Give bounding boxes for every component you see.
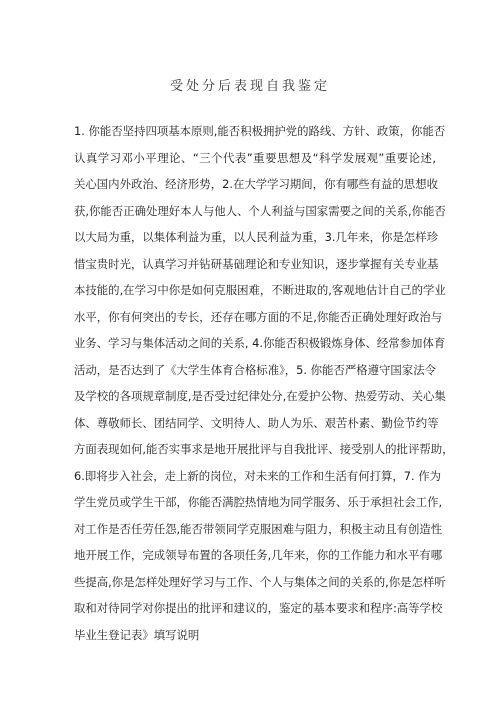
body-line: 学生党员或学生干部，你能否满腔热情地为同学服务、乐于承担社会工作,	[74, 495, 443, 509]
body-line: 获,你能否正确处理好本人与他人、个人利益与国家需要之间的关系,你能否	[74, 203, 446, 218]
body-line: 地开展工作，完成领导布置的各项任务,几年来，你的工作能力和水平有哪	[74, 548, 443, 562]
body-line: 认真学习邓小平理论、“三个代表”重要思想及“科学发展观”重要论述,	[74, 150, 436, 165]
body-line: 6.即将步入社会，走上新的岗位，对未来的工作和生活有何打算，7. 作为	[74, 468, 442, 483]
body-line: 关心国内外政治、经济形势，2.在大学学习期间，你有哪些有益的思想收	[74, 177, 438, 191]
body-line: 本技能的,在学习中你是如何克服困难，不断进取的,客观地估计自己的学业	[74, 283, 446, 297]
body-line: 惜宝贵时光，认真学习并钻研基础理论和专业知识，逐步掌握有关专业基	[74, 256, 439, 271]
body-line: 及学校的各项规章制度,是否受过纪律处分,在爱护公物、热爱劳动、关心集	[74, 389, 446, 403]
body-line-last: 毕业生登记表》填写说明	[74, 627, 200, 642]
body-line: 些提高,你是怎样处理好学习与工作、个人与集体之间的关系的,你是怎样听	[74, 574, 446, 589]
document-title: 受处分后表现自我鉴定	[169, 79, 330, 94]
body-line: 取和对待同学对你提出的批评和建议的，鉴定的基本要求和程序:高等学校	[74, 601, 443, 615]
body-line: 方面表现如何,能否实事求是地开展批评与自我批评、接受别人的批评帮助，	[74, 442, 454, 456]
document-body	[74, 118, 454, 648]
body-line: 1. 你能否坚持四项基本原则,能否积极拥护党的路线、方针、政策，你能否	[74, 124, 446, 138]
body-line: 体、尊敬师长、团结同学、文明待人、助人为乐、艰苦朴素、勤俭节约等	[74, 415, 439, 430]
body-line: 对工作是否任劳任怨,能否带领同学克服困难与阻力，积极主动且有创造性	[74, 521, 443, 536]
body-line: 以大局为重，以集体利益为重，以人民利益为重，3.几年来，你是怎样珍	[74, 230, 438, 244]
body-line: 业务、学习与集体活动之间的关系, 4.你能否积极锻炼身体、经常参加体育	[74, 336, 446, 350]
body-line: 活动，是否达到了《大学生体育合格标准》，5. 你能否严格遵守国家法令	[74, 362, 436, 377]
body-line: 水平，你有何突出的专长，还存在哪方面的不足,你能否正确处理好政治与	[74, 309, 443, 324]
